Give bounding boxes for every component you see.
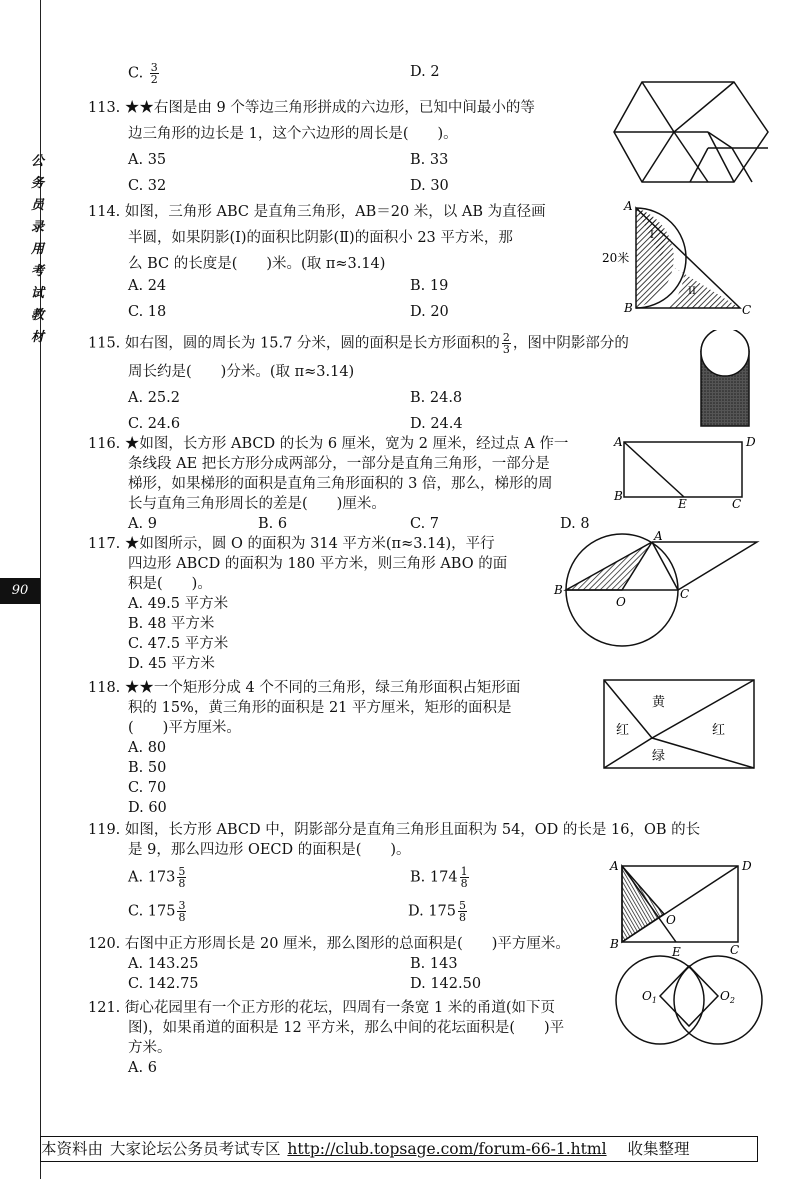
footer-forum-name: 大家论坛公务员考试专区 [109, 1140, 281, 1158]
hexagon-line [732, 148, 752, 182]
option-a: A. 6 [128, 1060, 157, 1076]
option-c: C. 18 [128, 304, 167, 320]
question-text: 如图，长方形 ABCD 中，阴影部分是直角三角形且面积为 54，OD 的长是 16，OB 的长 [124, 822, 701, 838]
label-o: O [616, 595, 626, 609]
question-text: 街心花园里有一个正方形的花坛，四周有一条宽 1 米的甬道(如下页 [124, 1000, 556, 1016]
option-d: D. 60 [128, 800, 167, 816]
option-a: A. 9 [128, 516, 157, 532]
question-number: 114. [88, 204, 121, 220]
option-label: C. [128, 65, 144, 82]
fraction-denominator: 2 [150, 73, 158, 86]
label-c: C [730, 943, 740, 957]
option-a: A. 24 [128, 278, 167, 294]
rectangle-shaded-triangle-figure [606, 854, 760, 958]
label-c: C [742, 303, 752, 317]
question-114-line2: 半圆，如果阴影(Ⅰ)的面积比阴影(Ⅱ)的面积小 23 平方米，那 [128, 230, 513, 246]
option-a: A. 143.25 [128, 956, 199, 972]
triangle-abo [566, 542, 652, 590]
question-118-line3: ( )平方厘米。 [128, 720, 241, 736]
question-118-line1 [88, 678, 520, 698]
sidebar-char: 材 [31, 330, 45, 345]
segment-ae [624, 442, 684, 497]
question-117-line3: 积是( )。 [128, 576, 212, 592]
sidebar-char: 务 [31, 176, 45, 191]
question-number: 120. [88, 936, 121, 952]
label-length: 20米 [602, 251, 630, 265]
footer-text: 本资料由 [41, 1140, 104, 1158]
label-a: A [624, 199, 633, 213]
question-119-line1 [88, 820, 700, 840]
option-d: D. 24.4 [410, 416, 463, 432]
label-a: A [610, 859, 619, 873]
question-115-line2: 周长约是( )分米。(取 π≈3.14) [128, 364, 355, 380]
hexagon-line [674, 82, 734, 132]
question-number: 116. [88, 436, 121, 452]
question-number: 119. [88, 822, 121, 838]
label-d: D [742, 859, 752, 873]
option-a: A. 25.2 [128, 390, 180, 406]
hexagon-line [642, 132, 674, 182]
segment-ac [652, 542, 678, 590]
option-a: A. 49.5 平方米 [128, 596, 229, 612]
question-116-line4: 长与直角三角形周长的差是( )厘米。 [128, 496, 386, 512]
question-text: 右图中正方形周长是 20 厘米，那么图形的总面积是( )平方厘米。 [124, 936, 570, 952]
option-d: D. 45 平方米 [128, 656, 215, 672]
option-c: C. 32 [128, 178, 167, 194]
label-a: A [614, 435, 623, 449]
shaded-triangle [622, 866, 664, 942]
label-c: C [732, 497, 742, 508]
question-116-line2: 条线段 AE 把长方形分成两部分，一部分是直角三角形，一部分是 [128, 456, 550, 472]
option-text: D. 175 [408, 903, 457, 920]
option-b: B. 6 [258, 516, 288, 532]
option-c: C. 70 [128, 780, 167, 796]
question-text: 如右图，圆的周长为 15.7 分米，圆的面积是长方形面积的 [124, 335, 500, 352]
sidebar-char: 用 [31, 242, 45, 257]
question-text: ★如图，长方形 ABCD 的长为 6 厘米，宽为 2 厘米，经过点 A 作一 [124, 436, 569, 452]
circle-parallelogram-figure [552, 530, 762, 670]
label-o2-subscript: 2 [729, 996, 735, 1005]
label-red-right: 红 [712, 723, 726, 738]
question-113-line2: 边三角形的边长是 1，这个六边形的周长是( )。 [128, 126, 458, 142]
question-113-line1 [88, 98, 535, 118]
fraction [502, 332, 511, 355]
footer-url-link[interactable]: http://club.topsage.com/forum-66-1.html [287, 1140, 607, 1158]
footer-text: 收集整理 [627, 1140, 690, 1158]
fraction [460, 866, 469, 889]
two-circles-square-figure [606, 952, 774, 1048]
option-c: C. 24.6 [128, 416, 181, 432]
option-text: C. 175 [128, 903, 176, 920]
fraction-denominator: 8 [178, 877, 186, 890]
rectangle-triangles-figure [600, 676, 760, 772]
option-c [128, 900, 188, 923]
label-e: E [672, 945, 681, 958]
semicircle-triangle-figure [600, 196, 760, 320]
question-115-line1 [88, 332, 629, 355]
option-d: D. 2 [410, 64, 440, 80]
option-b: B. 24.8 [410, 390, 463, 406]
label-e: E [678, 497, 687, 508]
label-b: B [610, 937, 619, 951]
label-o1 [642, 989, 657, 1005]
label-region-1: I [650, 230, 654, 241]
label-o1-subscript: 1 [651, 996, 657, 1005]
question-116-line3: 梯形，如果梯形的面积是直角三角形面积的 3 倍，那么，梯形的周 [128, 476, 553, 492]
fraction-numerator: 5 [178, 865, 186, 878]
question-121-line2: 图)，如果甬道的面积是 12 平方米，那么中间的花坛面积是( )平 [128, 1020, 565, 1036]
footer-banner [40, 1136, 758, 1162]
question-number: 113. [88, 100, 121, 116]
sidebar-char: 录 [31, 220, 45, 235]
fraction-numerator: 3 [178, 899, 186, 912]
option-d: D. 30 [410, 178, 449, 194]
shaded-region-2 [662, 260, 740, 308]
label-b: B [624, 301, 633, 315]
label-b: B [614, 489, 623, 503]
hexagon-line [642, 82, 674, 132]
option-c: C. 47.5 平方米 [128, 636, 229, 652]
option-d: D. 20 [410, 304, 449, 320]
option-c: C. 142.75 [128, 976, 199, 992]
question-121-line1 [88, 998, 555, 1018]
label-region-2: II [688, 286, 696, 297]
label-b: B [554, 583, 563, 597]
label-o: O [666, 913, 676, 927]
option-b: B. 19 [410, 278, 449, 294]
triangle-lines [604, 738, 754, 768]
label-o2-letter: O [720, 989, 730, 1003]
question-number: 117. [88, 536, 121, 552]
option-c [128, 62, 161, 85]
label-o1-letter: O [642, 989, 652, 1003]
label-d: D [746, 435, 756, 449]
label-c: C [680, 587, 690, 601]
hexagon-line [708, 132, 734, 182]
question-text: ★★右图是由 9 个等边三角形拼成的六边形，已知中间最小的等 [124, 100, 535, 116]
label-o2 [720, 989, 735, 1005]
option-c: C. 7 [410, 516, 440, 532]
option-text: A. 173 [128, 869, 176, 886]
sidebar-char: 考 [31, 264, 45, 279]
question-120-line1 [88, 934, 570, 954]
fraction [458, 900, 467, 923]
label-a: A [654, 530, 663, 543]
question-text: 如图，三角形 ABC 是直角三角形，AB＝20 米，以 AB 为直径画 [124, 204, 546, 220]
sidebar-char: 试 [31, 286, 45, 301]
question-117-line2: 四边形 ABCD 的面积为 180 平方米，则三角形 ABO 的面 [128, 556, 508, 572]
parallelogram-side [652, 542, 757, 590]
fraction-denominator: 8 [178, 911, 186, 924]
rectangle-abcd-figure [610, 432, 760, 508]
hexagon-figure [612, 80, 772, 186]
option-d: D. 142.50 [410, 976, 482, 992]
question-number: 121. [88, 1000, 121, 1016]
option-a: A. 80 [128, 740, 167, 756]
sidebar-char: 教 [31, 308, 45, 323]
fraction [150, 62, 159, 85]
circle-top-half [701, 330, 749, 352]
square [660, 966, 718, 1026]
option-b: B. 50 [128, 760, 167, 776]
option-d [408, 900, 469, 923]
option-d: D. 8 [560, 516, 590, 532]
fraction-denominator: 3 [502, 343, 510, 356]
option-b: B. 33 [410, 152, 449, 168]
circle-o2 [674, 956, 762, 1044]
rectangle [624, 442, 742, 497]
question-118-line2: 积的 15%，黄三角形的面积是 21 平方厘米，矩形的面积是 [128, 700, 512, 716]
page-number: 90 [0, 578, 40, 604]
question-114-line1 [88, 202, 546, 222]
circle-o1 [616, 956, 704, 1044]
label-green: 绿 [652, 749, 666, 764]
fraction-numerator: 5 [459, 899, 467, 912]
fraction [177, 900, 186, 923]
sidebar-char: 公 [31, 154, 45, 169]
option-a [128, 866, 188, 889]
question-text: ★★一个矩形分成 4 个不同的三角形，绿三角形面积占矩形面 [124, 680, 521, 696]
option-b [410, 866, 471, 889]
question-text: ★如图所示，圆 O 的面积为 314 平方米(π≈3.14)，平行 [124, 536, 495, 552]
option-a: A. 35 [128, 152, 167, 168]
question-number: 115. [88, 335, 121, 352]
fraction-denominator: 8 [459, 911, 467, 924]
fraction [177, 866, 186, 889]
label-red-left: 红 [616, 723, 630, 738]
question-117-line1 [88, 534, 495, 554]
fraction-numerator: 1 [460, 865, 468, 878]
question-text: ，图中阴影部分的 [512, 335, 629, 352]
fraction-denominator: 8 [460, 877, 468, 890]
sidebar-char: 员 [31, 198, 45, 213]
option-text: B. 174 [410, 869, 458, 886]
fraction-numerator: 2 [502, 331, 510, 344]
circle-rectangle-figure [698, 330, 754, 430]
question-116-line1 [88, 434, 568, 454]
option-b: B. 48 平方米 [128, 616, 215, 632]
question-number: 118. [88, 680, 121, 696]
question-119-line2: 是 9，那么四边形 OECD 的面积是( )。 [128, 842, 411, 858]
question-114-line3: 么 BC 的长度是( )米。(取 π≈3.14) [128, 256, 386, 272]
fraction-numerator: 3 [150, 61, 158, 74]
question-121-line3: 方米。 [128, 1040, 172, 1056]
label-yellow: 黄 [652, 695, 666, 710]
option-b: B. 143 [410, 956, 458, 972]
